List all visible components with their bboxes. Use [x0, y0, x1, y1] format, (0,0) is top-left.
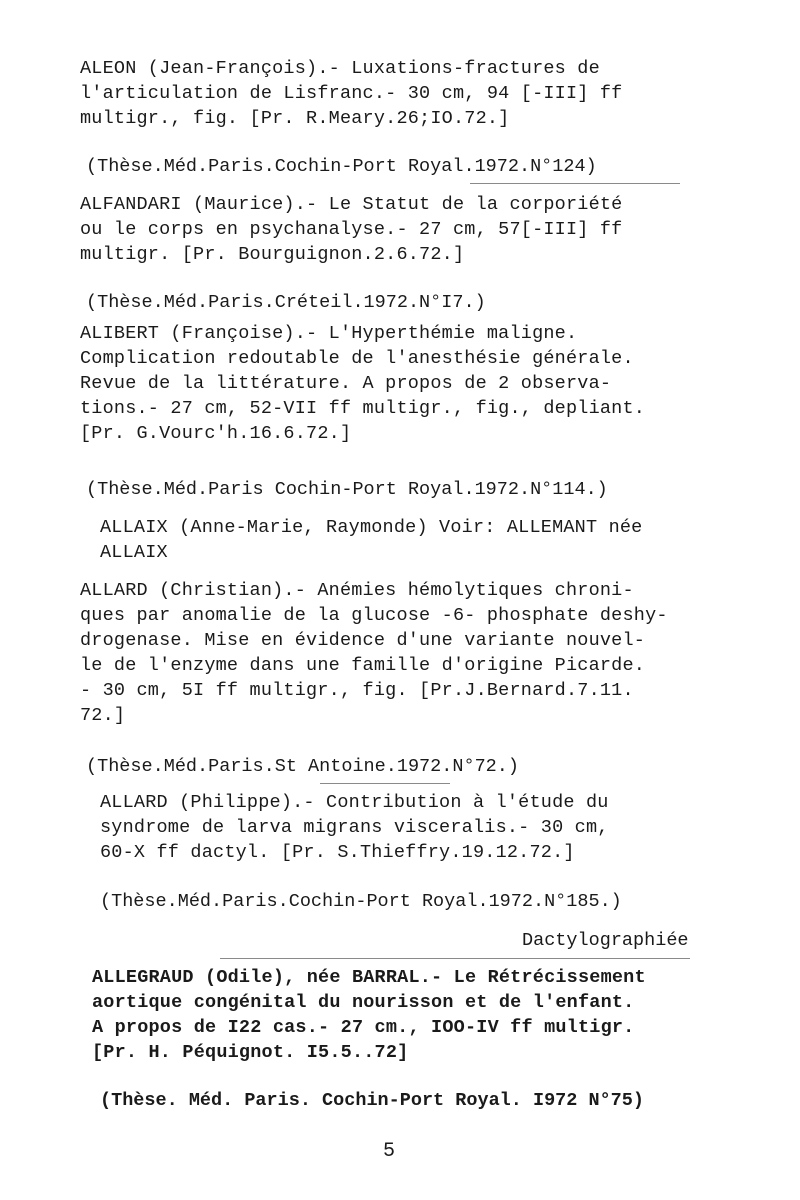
- entry-line: Revue de la littérature. A propos de 2 observa-: [80, 373, 612, 394]
- page-number: 5: [383, 1140, 396, 1163]
- entry-line: 60-X ff dactyl. [Pr. S.Thieffry.19.12.72.]: [100, 842, 575, 863]
- entry-line: ALLAIX (Anne-Marie, Raymonde) Voir: ALLEMANT née: [100, 517, 643, 538]
- entry-line: 72.]: [80, 705, 126, 726]
- thesis-source: (Thèse.Méd.Paris.Cochin-Port Royal.1972.N°124): [86, 156, 597, 177]
- thesis-source: (Thèse. Méd. Paris. Cochin-Port Royal. I972 N°75): [100, 1090, 644, 1111]
- thesis-source: (Thèse.Méd.Paris.Créteil.1972.N°I7.): [86, 292, 486, 313]
- entry-line: ou le corps en psychanalyse.- 27 cm, 57[-III] ff: [80, 219, 623, 240]
- divider: [320, 783, 450, 784]
- entry-line: ques par anomalie de la glucose -6- phosphate deshy-: [80, 605, 668, 626]
- entry-line: ALFANDARI (Maurice).- Le Statut de la corporiété: [80, 194, 623, 215]
- bibliography-entry: [100, 515, 750, 565]
- entry-line: [Pr. H. Péquignot. I5.5..72]: [92, 1042, 409, 1063]
- entry-line: tions.- 27 cm, 52-VII ff multigr., fig., depliant.: [80, 398, 646, 419]
- entry-line: le de l'enzyme dans une famille d'origine Picarde.: [80, 655, 646, 676]
- entry-line: ALLEGRAUD (Odile), née BARRAL.- Le Rétrécissement: [92, 967, 646, 988]
- bibliography-entry: [80, 321, 730, 446]
- dactylographiee-note: Dactylographiée: [522, 930, 689, 951]
- thesis-source: (Thèse.Méd.Paris.Cochin-Port Royal.1972.N°185.): [100, 891, 622, 912]
- bibliography-entry: [92, 965, 742, 1065]
- entry-line: syndrome de larva migrans visceralis.- 30 cm,: [100, 817, 609, 838]
- entry-line: Complication redoutable de l'anesthésie générale.: [80, 348, 634, 369]
- entry-line: multigr., fig. [Pr. R.Meary.26;IO.72.]: [80, 108, 510, 129]
- bibliography-entry: [100, 790, 750, 865]
- thesis-source: (Thèse.Méd.Paris.St Antoine.1972.N°72.): [86, 756, 519, 777]
- divider: [220, 958, 690, 959]
- entry-line: - 30 cm, 5I ff multigr., fig. [Pr.J.Bernard.7.11.: [80, 680, 634, 701]
- entry-line: l'articulation de Lisfranc.- 30 cm, 94 [-III] ff: [80, 83, 623, 104]
- thesis-source: (Thèse.Méd.Paris Cochin-Port Royal.1972.N°114.): [86, 479, 608, 500]
- entry-line: aortique congénital du nourisson et de l'enfant.: [92, 992, 635, 1013]
- entry-line: A propos de I22 cas.- 27 cm., IOO-IV ff multigr.: [92, 1017, 635, 1038]
- entry-line: ALLARD (Christian).- Anémies hémolytiques chroni-: [80, 580, 634, 601]
- entry-line: ALLAIX: [100, 542, 168, 563]
- entry-line: ALIBERT (Françoise).- L'Hyperthémie maligne.: [80, 323, 578, 344]
- divider: [470, 183, 680, 184]
- entry-line: ALLARD (Philippe).- Contribution à l'étude du: [100, 792, 609, 813]
- bibliography-entry: [80, 192, 730, 267]
- entry-line: ALEON (Jean-François).- Luxations-fractures de: [80, 58, 600, 79]
- entry-line: [Pr. G.Vourc'h.16.6.72.]: [80, 423, 352, 444]
- bibliography-entry: [80, 578, 730, 728]
- bibliography-entry: [80, 56, 730, 131]
- entry-line: drogenase. Mise en évidence d'une variante nouvel-: [80, 630, 646, 651]
- entry-line: multigr. [Pr. Bourguignon.2.6.72.]: [80, 244, 465, 265]
